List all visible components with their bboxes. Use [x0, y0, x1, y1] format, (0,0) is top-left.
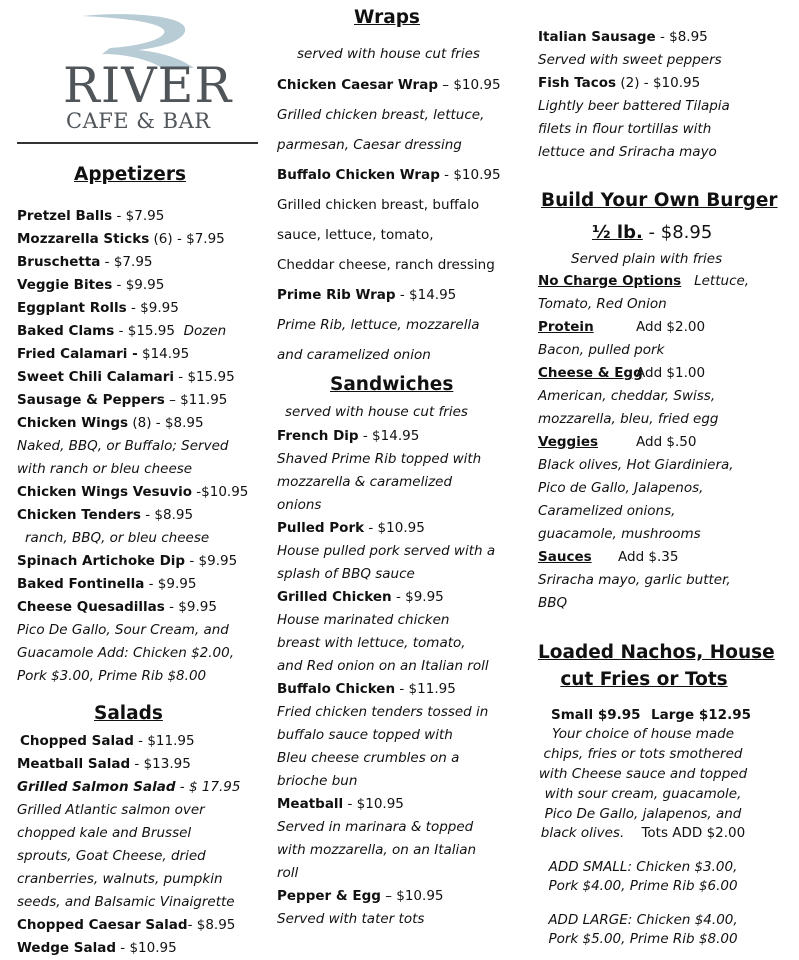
- option-description: Tomato, Red Onion: [538, 296, 667, 312]
- item-description: Shaved Prime Rib topped with: [277, 451, 482, 467]
- item-name: Cheese Quesadillas: [17, 599, 165, 615]
- item-price: - $10.95: [115, 940, 177, 956]
- item-name: Fried Calamari -: [17, 346, 138, 362]
- item-description: brioche bun: [277, 773, 358, 789]
- item-name: Mozzarella Sticks: [17, 231, 150, 247]
- salads-heading: Salads: [94, 703, 163, 724]
- item-description: and Red onion on an Italian roll: [277, 658, 489, 674]
- option-label: Cheese & Egg: [538, 365, 643, 381]
- item-price: - $11.95: [133, 733, 195, 749]
- item-price: (2) - $10.95: [616, 75, 701, 91]
- nachos-tots: Tots ADD $2.00: [641, 825, 746, 841]
- item-description: Prime Rib, lettuce, mozzarella: [277, 317, 480, 333]
- menu-item: [277, 166, 501, 184]
- option-description: mozzarella, bleu, fried egg: [538, 411, 719, 427]
- menu-item: [17, 322, 226, 340]
- item-price: – $10.95: [438, 77, 501, 93]
- item-description: Naked, BBQ, or Buffalo; Served: [17, 438, 229, 454]
- item-price: - $9.95: [391, 589, 444, 605]
- burger-option: [538, 318, 706, 336]
- menu-item: [17, 552, 237, 570]
- item-price: - $11.95: [395, 681, 456, 697]
- menu-item: [277, 286, 456, 304]
- menu-item: [538, 28, 708, 46]
- menu-item: [17, 391, 227, 409]
- item-name: Grilled Chicken: [277, 589, 392, 605]
- burger-price: - $8.95: [642, 222, 713, 243]
- item-description: Fried chicken tenders tossed in: [277, 704, 489, 720]
- nachos-desc-line: chips, fries or tots smothered: [543, 746, 743, 762]
- wraps-heading: Wraps: [354, 7, 420, 28]
- item-description: and caramelized onion: [277, 347, 431, 363]
- menu-item: [20, 732, 195, 750]
- item-description: cranberries, walnuts, pumpkin: [17, 871, 223, 887]
- menu-item: [17, 939, 177, 957]
- item-name: Baked Fontinella: [17, 576, 145, 592]
- item-name: Bruschetta: [17, 254, 101, 270]
- menu-item: [17, 299, 179, 317]
- option-label: Veggies: [538, 434, 599, 450]
- item-price: – $11.95: [164, 392, 228, 408]
- menu-item: [277, 76, 501, 94]
- wraps-subtitle: served with house cut fries: [297, 46, 480, 62]
- item-description: House pulled pork served with a: [277, 543, 496, 559]
- logo-cafe-bar: CAFE & BAR: [66, 109, 211, 133]
- item-description: Grilled chicken breast, buffalo: [277, 197, 480, 213]
- logo-divider: [17, 142, 258, 144]
- item-description: Grilled Atlantic salmon over: [17, 802, 205, 818]
- item-price: -$10.95: [191, 484, 249, 500]
- item-price: - $10.95: [439, 167, 501, 183]
- menu-item: [17, 575, 196, 593]
- item-description: buffalo sauce topped with: [277, 727, 453, 743]
- item-description: sprouts, Goat Cheese, dried: [17, 848, 206, 864]
- nachos-heading-line1: Loaded Nachos, House: [538, 642, 775, 663]
- item-description: lettuce and Sriracha mayo: [538, 144, 717, 160]
- item-name: Meatball Salad: [17, 756, 131, 772]
- item-price: - $8.95: [655, 29, 708, 45]
- item-name: Veggie Bites: [17, 277, 113, 293]
- item-description: sauce, lettuce, tomato,: [277, 227, 434, 243]
- logo-river: RIVER: [63, 57, 233, 114]
- nachos-add-small-1: ADD SMALL: Chicken $3.00,: [548, 859, 738, 875]
- item-name: Baked Clams: [17, 323, 115, 339]
- item-price: (6) - $7.95: [149, 231, 225, 247]
- nachos-add-small-2: Pork $4.00, Prime Rib $6.00: [548, 878, 738, 894]
- menu-item: [17, 345, 189, 363]
- item-name: Pepper & Egg: [277, 888, 381, 904]
- item-name: Chicken Wings: [17, 415, 129, 431]
- option-description: Pico de Gallo, Jalapenos,: [538, 480, 704, 496]
- item-description: Served with sweet peppers: [538, 52, 722, 68]
- item-price: - $15.95: [114, 323, 175, 339]
- nachos-last-line: [538, 824, 748, 842]
- nachos-heading-line2: cut Fries or Tots: [560, 669, 728, 690]
- item-price: - $9.95: [144, 576, 197, 592]
- burger-option: [538, 364, 706, 382]
- item-description: breast with lettuce, tomato,: [277, 635, 466, 651]
- menu-item: [17, 755, 191, 773]
- item-name: Wedge Salad: [17, 940, 116, 956]
- nachos-desc-line: with sour cream, guacamole,: [544, 786, 742, 802]
- nachos-desc-line: Your choice of house made: [551, 726, 735, 742]
- item-description: parmesan, Caesar dressing: [277, 137, 462, 153]
- option-add-price: Add $.50: [636, 434, 697, 450]
- item-name: Chicken Tenders: [17, 507, 141, 523]
- item-price: - $7.95: [112, 208, 165, 224]
- item-description: Lightly beer battered Tilapia: [538, 98, 730, 114]
- item-description: House marinated chicken: [277, 612, 450, 628]
- item-description: splash of BBQ sauce: [277, 566, 415, 582]
- item-name: Pretzel Balls: [17, 208, 113, 224]
- nachos-add-large-1: ADD LARGE: Chicken $4.00,: [548, 912, 738, 928]
- item-name: Grilled Salmon Salad: [17, 779, 176, 795]
- item-name: Fish Tacos: [538, 75, 617, 91]
- burger-size-price: [592, 221, 712, 245]
- option-add-price: Add $2.00: [636, 319, 706, 335]
- item-description: Pico De Gallo, Sour Cream, and: [17, 622, 229, 638]
- item-description: Served with tater tots: [277, 911, 425, 927]
- item-name: Buffalo Chicken Wrap: [277, 167, 440, 183]
- item-name: French Dip: [277, 428, 359, 444]
- item-price: - $14.95: [358, 428, 420, 444]
- item-name: Sweet Chili Calamari: [17, 369, 174, 385]
- burger-option: [538, 548, 679, 566]
- option-description: Bacon, pulled pork: [538, 342, 665, 358]
- item-description: filets in flour tortillas with: [538, 121, 712, 137]
- option-description: Sriracha mayo, garlic butter,: [538, 572, 731, 588]
- item-description: Grilled chicken breast, lettuce,: [277, 107, 485, 123]
- menu-item: [277, 680, 456, 698]
- item-price: - $9.95: [164, 599, 217, 615]
- nachos-desc-line: Pico De Gallo, jalapenos, and: [544, 806, 742, 822]
- menu-item: [277, 887, 444, 905]
- menu-item: [277, 795, 404, 813]
- item-price: - $8.95: [187, 917, 236, 933]
- nachos-desc-line: with Cheese sauce and topped: [538, 766, 748, 782]
- menu-item: [17, 207, 164, 225]
- item-description: Pork $3.00, Prime Rib $8.00: [17, 668, 207, 684]
- burger-option: [538, 433, 697, 451]
- menu-item: [277, 519, 425, 537]
- nachos-heading: [538, 639, 775, 693]
- item-price: - $9.95: [112, 277, 165, 293]
- item-description: with mozzarella, on an Italian: [277, 842, 477, 858]
- item-description: Cheddar cheese, ranch dressing: [277, 257, 495, 273]
- item-name: Italian Sausage: [538, 29, 656, 45]
- option-add-price: Add $.35: [618, 549, 679, 565]
- option-description: Black olives, Hot Giardiniera,: [538, 457, 734, 473]
- item-name: Meatball: [277, 796, 344, 812]
- option-label: No Charge Options: [538, 273, 682, 289]
- item-price: - $15.95: [173, 369, 235, 385]
- menu-item: [17, 778, 240, 796]
- item-name: Chopped Salad: [20, 733, 134, 749]
- item-price: $14.95: [137, 346, 190, 362]
- item-price: - $14.95: [395, 287, 457, 303]
- item-description: seeds, and Balsamic Vinaigrette: [17, 894, 235, 910]
- menu-item: [17, 276, 164, 294]
- menu-item: [17, 253, 153, 271]
- menu-item: [17, 368, 235, 386]
- item-price: - $13.95: [130, 756, 191, 772]
- menu-item: [17, 506, 193, 524]
- burger-subtitle: Served plain with fries: [571, 251, 723, 267]
- item-description: chopped kale and Brussel: [17, 825, 192, 841]
- option-label: Sauces: [538, 549, 592, 565]
- item-extra: Dozen: [183, 323, 227, 339]
- option-inline: Lettuce,: [694, 273, 750, 289]
- option-description: BBQ: [538, 595, 568, 611]
- menu-item: [17, 483, 248, 501]
- item-description: Bleu cheese crumbles on a: [277, 750, 460, 766]
- item-name: Chopped Caesar Salad: [17, 917, 188, 933]
- item-name: Spinach Artichoke Dip: [17, 553, 186, 569]
- item-description: roll: [277, 865, 299, 881]
- item-price: - $10.95: [364, 520, 425, 536]
- nachos-large-price: Large $12.95: [651, 707, 751, 723]
- menu-item: [17, 414, 204, 432]
- menu-item: [277, 427, 419, 445]
- nachos-last-desc: black olives.: [540, 825, 625, 841]
- menu-item: [277, 588, 444, 606]
- item-description: mozzarella & caramelized: [277, 474, 453, 490]
- item-price: - $10.95: [343, 796, 404, 812]
- item-price: - $9.95: [185, 553, 238, 569]
- item-price: - $ 17.95: [175, 779, 241, 795]
- item-price: - $7.95: [100, 254, 153, 270]
- item-description: with ranch or bleu cheese: [17, 461, 193, 477]
- item-name: Chicken Caesar Wrap: [277, 77, 438, 93]
- item-name: Prime Rib Wrap: [277, 287, 396, 303]
- menu-item: [17, 916, 235, 934]
- menu-item: [17, 598, 217, 616]
- item-description: Guacamole Add: Chicken $2.00,: [17, 645, 235, 661]
- option-description: American, cheddar, Swiss,: [538, 388, 716, 404]
- item-name: Chicken Wings Vesuvio: [17, 484, 192, 500]
- item-name: Eggplant Rolls: [17, 300, 127, 316]
- item-price: – $10.95: [380, 888, 444, 904]
- menu-item: [17, 230, 225, 248]
- burger-heading: Build Your Own Burger: [541, 190, 778, 211]
- option-description: Caramelized onions,: [538, 503, 676, 519]
- item-description: Served in marinara & topped: [277, 819, 474, 835]
- item-description: ranch, BBQ, or bleu cheese: [25, 530, 210, 546]
- item-price: - $9.95: [126, 300, 179, 316]
- menu-item: [538, 74, 700, 92]
- sandwiches-subtitle: served with house cut fries: [285, 404, 468, 420]
- option-description: guacamole, mushrooms: [538, 526, 701, 542]
- item-name: Pulled Pork: [277, 520, 365, 536]
- burger-size: ½ lb.: [592, 222, 643, 243]
- item-name: Buffalo Chicken: [277, 681, 396, 697]
- nachos-add-large-2: Pork $5.00, Prime Rib $8.00: [548, 931, 738, 947]
- sandwiches-heading: Sandwiches: [330, 374, 454, 395]
- option-label: Protein: [538, 319, 594, 335]
- burger-option: [538, 272, 749, 290]
- appetizers-heading: Appetizers: [74, 164, 186, 185]
- nachos-small-price: Small $9.95: [551, 707, 641, 723]
- option-add-price: Add $1.00: [636, 365, 706, 381]
- item-name: Sausage & Peppers: [17, 392, 165, 408]
- item-price: - $8.95: [140, 507, 194, 523]
- item-description: onions: [277, 497, 322, 513]
- item-price: (8) - $8.95: [128, 415, 204, 431]
